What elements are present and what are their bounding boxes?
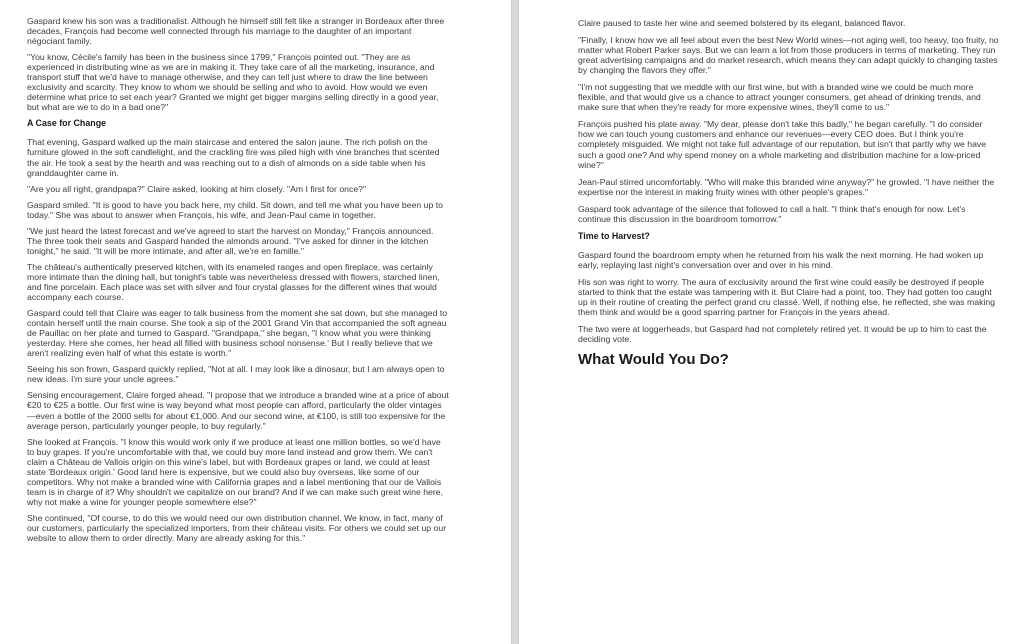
paragraph: "Finally, I know how we all feel about even the best New World wines—not aging well, too heavy, too fruity, no matter what Robert Parker says. But we can learn a lot from those producers in terms of marketing. They run great advertising campaigns and do market research, which means they can adapt quickly to changing tastes by changing the flavors they offer." <box>578 35 999 76</box>
paragraph: "I'm not suggesting that we meddle with our first wine, but with a branded wine we could be much more flexible, and that would give us a chance to attract younger consumers, get ahead of drinking trends, and make sure that when they're ready for more expensive wines, they'll come to us." <box>578 82 981 113</box>
paragraph: His son was right to worry. The aura of exclusivity around the first wine could easily be destroyed if people started to think that the estate was tampering with it. But Claire had a point, too. They had gotten too caught up in their routine of creating the perfect grand cru classé. Well, if nothing else, he reflected, she was making them think and would be a good sparring partner for François in the years ahead. <box>578 276 996 318</box>
paragraph: Jean-Paul stirred uncomfortably. "Who will make this branded wine anyway?" he growled. "I have neither the expertise nor the interest in making fruity wines with other people's grapes." <box>578 176 995 197</box>
paragraph: Gaspard knew his son was a traditionalist. Although he himself still felt like a stranger in Bordeaux after three decades, François had become well connected through his marriage to the daughter of an important négociant family. <box>27 16 445 47</box>
paragraph: That evening, Gaspard walked up the main staircase and entered the salon jaune. The rich polish on the furniture glowed in the soft candlelight, and the crackling fire was piled high with vine branches that scented the air. He took a seat by the hearth and was reaching out to a dish of almonds on a side table when his granddaughter came in. <box>27 137 440 178</box>
paragraph: "You know, Cécile's family has been in the business since 1799," François pointed out. "They are as experienced in distributing wine as we are in making it. They take care of all the marketing, insurance, and transport stuff that we'd have to manage otherwise, and they can tell just where to draw the line between exclusivity and scarcity. They know to whom we should be selling and who to avoid. How would we even determine what price to set each year? Granted we might get bigger margins selling directly in a good year, but what are we to do in a bad one?" <box>27 52 439 113</box>
paragraph: Claire paused to taste her wine and seemed bolstered by its elegant, balanced flavor. <box>578 18 906 28</box>
paragraph: "We just heard the latest forecast and we've agreed to start the harvest on Monday," François announced. The three took their seats and Gaspard handed the almonds around. "I've asked for dinner in the kitchen tonight," he said. "It will be more intimate, and after all, we're en famille." <box>27 225 434 256</box>
paragraph: François pushed his plate away. "My dear, please don't take this badly," he began carefully. "I do consider how we can touch young customers and enhance our revenues—every CEO does. But I think you're completely misguided. We might not take full advantage of our reputation, but isn't that partly why we have such a good one? And why spend money on a whole marketing and distribution machine for a low-priced wine?" <box>578 119 987 170</box>
paragraph: Seeing his son frown, Gaspard quickly replied, "Not at all. I may look like a dinosaur, but I am always open to new ideas. I'm sure your uncle agrees." <box>27 364 445 385</box>
paragraph: She continued, "Of course, to do this we would need our own distribution channel. We know, in fact, many of our customers, particularly the specialized importers, from their château visits. For others we could set up our website to allow them to order directly. Many are already asking for this." <box>27 512 447 544</box>
paragraph: Gaspard took advantage of the silence that followed to call a halt. "I think that's enough for now. Let's continue this discussion in the boardroom tomorrow." <box>578 203 966 224</box>
paragraph: "Are you all right, grandpapa?" Claire asked, looking at him closely. "Am I first for once?" <box>27 183 367 194</box>
section-heading: A Case for Change <box>27 118 107 129</box>
paragraph: Gaspard smiled. "It is good to have you back here, my child. Sit down, and tell me what you have been up to today." She was about to answer when François, his wife, and Jean-Paul came in together. <box>27 199 443 220</box>
paragraph: She looked at François. "I know this would work only if we produce at least one million bottles, so we'd have to buy grapes. If you're uncomfortable with that, we could buy more land instead and grow them. We can't claim a Château de Vallois origin on this wine's label, but with Bordeaux grapes or land, we could at least state 'Bordeaux origin.' Good land here is expensive, but we could also buy overseas, like some of our competitors. Why not make a branded wine with California grapes and a label mentioning that our de Vallois team is in charge of it? Why shouldn't we capitalize on our brand? And if we can make such great wine here, why not make a wine for younger people somewhere else?" <box>27 436 443 507</box>
paragraph: The château's authentically preserved kitchen, with its enameled ranges and open fireplace, was certainly more intimate than the dining hall, but tonight's table was nevertheless dressed with flowers, starched linen, and fine porcelain. Each place was set with silver and four crystal glasses for the different wines that would accompany each course. <box>27 261 440 303</box>
section-heading: Time to Harvest? <box>578 230 650 241</box>
section-heading: What Would You Do? <box>578 351 729 369</box>
paragraph: Gaspard found the boardroom empty when he returned from his walk the next morning. He had woken up early, replaying last night's conversation over and over in his mind. <box>578 249 984 270</box>
paragraph: The two were at loggerheads, but Gaspard had not completely retired yet. It would be up to him to cast the deciding vote. <box>578 324 987 345</box>
paragraph: Gaspard could tell that Claire was eager to talk business from the moment she sat down, but she managed to contain herself until the main course. She took a sip of the 2001 Grand Vin that accompanied the soft agneau de Pauillac on her plate and turned to Gaspard. "Grandpapa," she began, "I know what you were thinking yesterday. Here she comes, her head all filled with business school nonsense.' But I really believe that we aren't realizing even half of what this estate is worth." <box>27 308 448 359</box>
document-page-right <box>518 0 1024 644</box>
paragraph: Sensing encouragement, Claire forged ahead. "I propose that we introduce a branded wine at a price of about €20 to €25 a bottle. Our first wine is way beyond what most people can afford, particularly the older vintages—even a bottle of the 2000 sells for about €1,000. And our second wine, at €100, is still too expensive for the average person, particularly younger people, to buy regularly." <box>27 390 449 431</box>
